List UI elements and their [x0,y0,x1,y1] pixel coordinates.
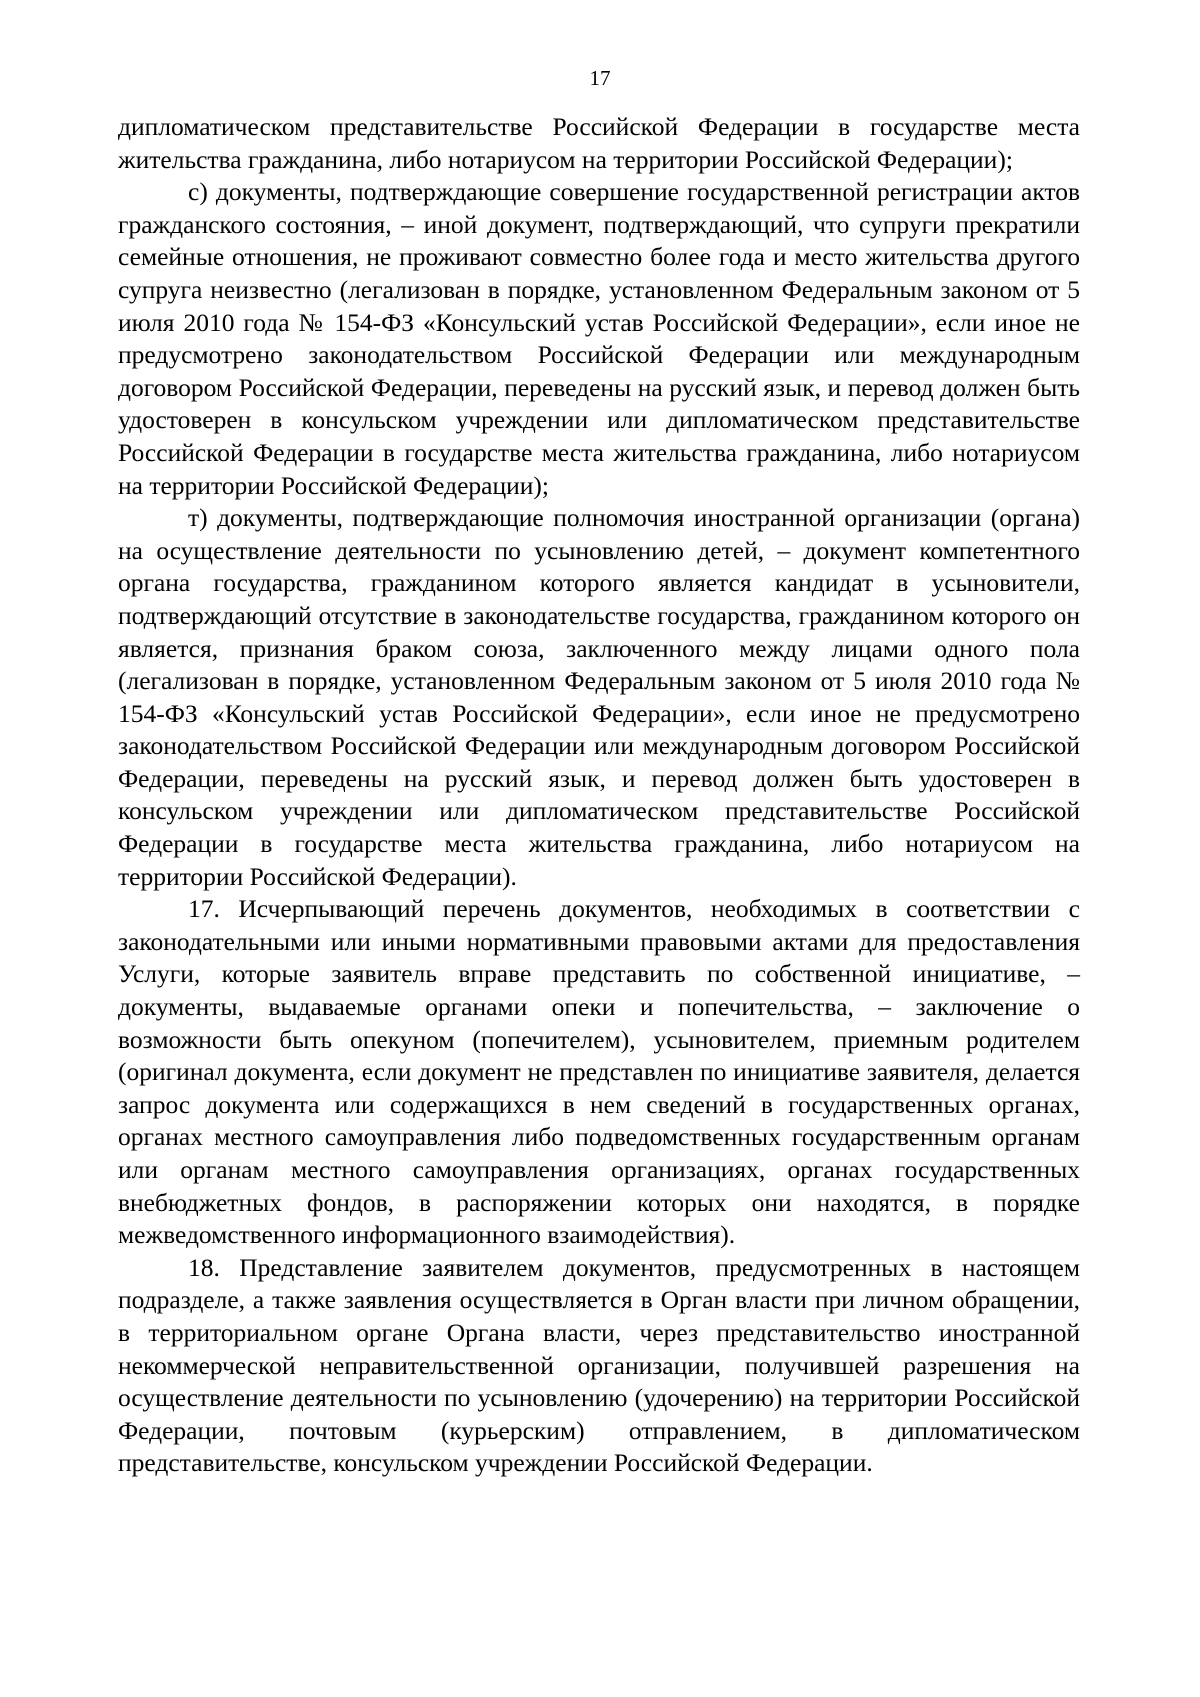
paragraph-18: 18. Представление заявителем документов, предусмотренных в настоящем подразделе, а также заявления осуществляется в Орган власти при личном обращении, в территориальном органе Органа власти, через представительство иностранной некоммерческой неправительственной организации, получившей разрешения на осуществление деятельности по усыновлению (удочерению) на территории Российской Федерации, почтовым (курьерским) отправлением, в дипломатическом представительстве, консульском учреждении Российской Федерации. [118,1252,1080,1478]
paragraph-item-t: т) документы, подтверждающие полномочия иностранной организации (органа) на осуществление деятельности по усыновлению детей, – документ компетентного органа государства, гражданином которого является кандидат в усыновители, подтверждающий отсутствие в законодательстве государства, гражданином которого он является, признания браком союза, заключенного между лицами одного пола (легализован в порядке, установленном Федеральным законом от 5 июля 2010 года № 154-ФЗ «Консульский устав Российской Федерации», если иное не предусмотрено законодательством Российской Федерации или международным договором Российской Федерации, переведены на русский язык, и перевод должен быть удостоверен в консульском учреждении или дипломатическом представительстве Российской Федерации в государстве места жительства гражданина, либо нотариусом на территории Российской Федерации). [118,503,1080,891]
paragraph-item-s: с) документы, подтверждающие совершение государственной регистрации актов гражданского состояния, – иной документ, подтверждающий, что супруги прекратили семейные отношения, не проживают совместно более года и место жительства другого супруга неизвестно (легализован в порядке, установленном Федеральным законом от 5 июля 2010 года № 154-ФЗ «Консульский устав Российской Федерации», если иное не предусмотрено законодательством Российской Федерации или международным договором Российской Федерации, переведены на русский язык, и перевод должен быть удостоверен в консульском учреждении или дипломатическом представительстве Российской Федерации в государстве места жительства гражданина, либо нотариусом на территории Российской Федерации); [118,177,1080,500]
paragraph-17: 17. Исчерпывающий перечень документов, необходимых в соответствии с законодательными или иными нормативными правовыми актами для предоставления Услуги, которые заявитель вправе представить по собственной инициативе, – документы, выдаваемые органами опеки и попечительства, – заключение о возможности быть опекуном (попечителем), усыновителем, приемным родителем (оригинал документа, если документ не представлен по инициативе заявителя, делается запрос документа или содержащихся в нем сведений в государственных органах, органах местного самоуправления либо подведомственных государственным органам или органам местного самоуправления организациях, органах государственных внебюджетных фондов, в распоряжении которых они находятся, в порядке межведомственного информационного взаимодействия). [118,894,1080,1250]
paragraph-continuation: дипломатическом представительстве Российской Федерации в государстве места жительства гражданина, либо нотариусом на территории Российской Федерации); [118,112,1080,174]
document-body [118,111,1080,1480]
page-number: 17 [589,66,611,90]
